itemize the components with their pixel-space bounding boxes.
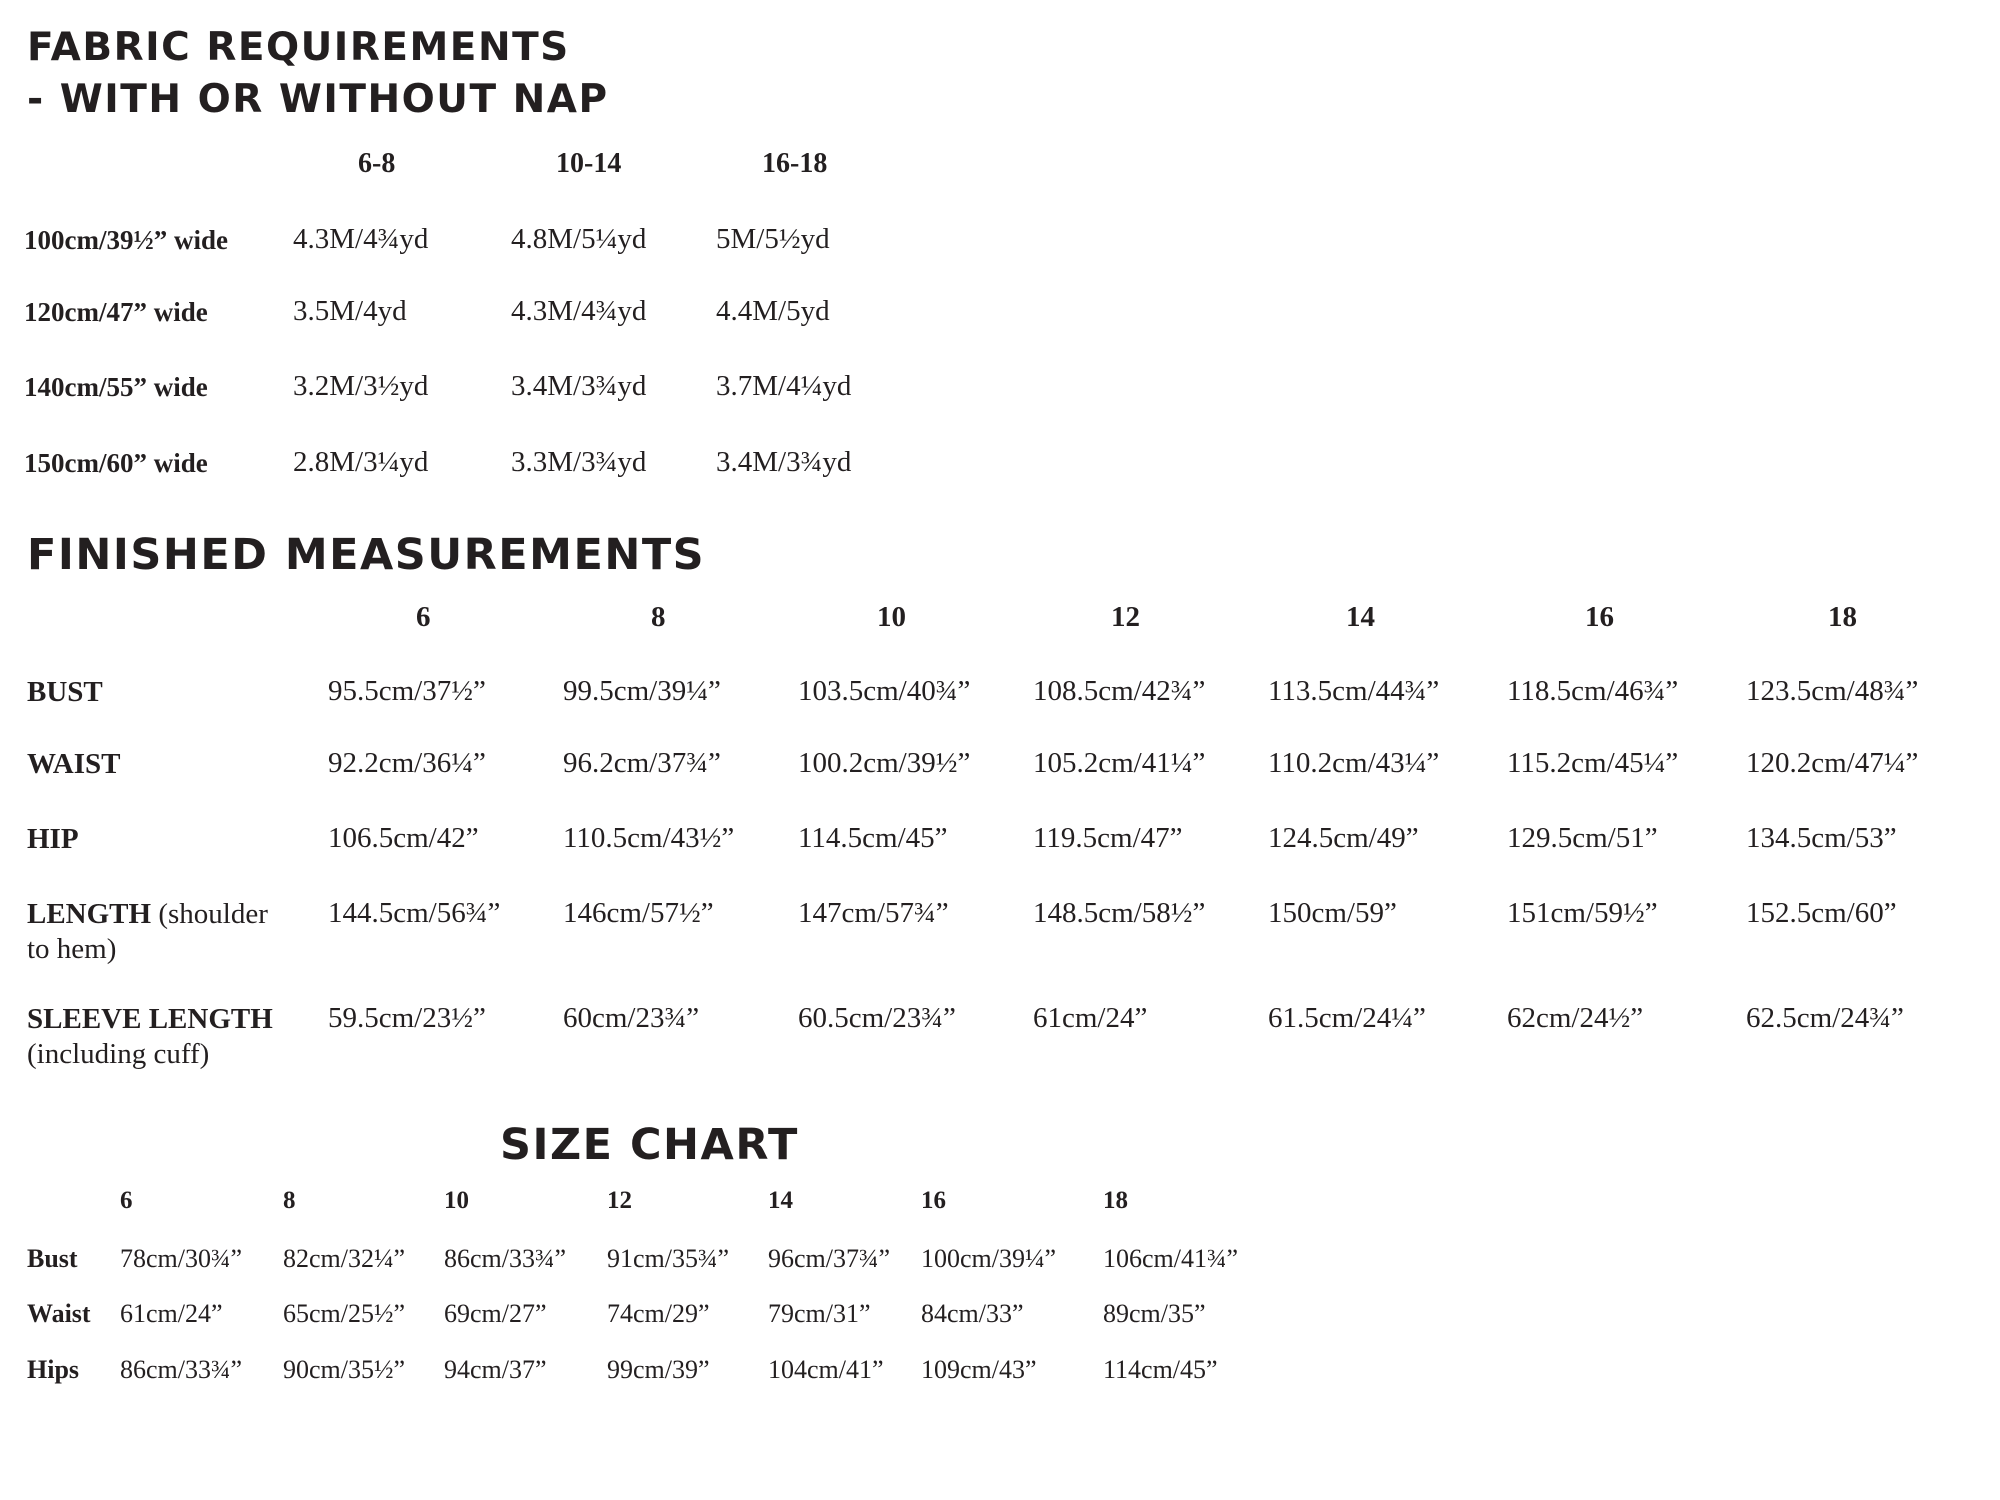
finished-row-label-main: HIP [27,823,79,855]
size-chart-cell: 82cm/32¼” [283,1244,406,1273]
finished-cell: 99.5cm/39¼” [563,675,721,707]
finished-cell: 118.5cm/46¾” [1507,675,1679,707]
finished-size-header: 6 [416,601,431,633]
fabric-cell: 3.4M/3¾yd [511,370,647,402]
fabric-title-line2: - WITH OR WITHOUT NAP [27,77,609,122]
size-chart-size-header: 12 [607,1187,632,1214]
size-chart-cell: 114cm/45” [1103,1355,1218,1384]
finished-cell: 134.5cm/53” [1746,822,1897,854]
fabric-cell: 4.3M/4¾yd [511,295,647,327]
size-chart-cell: 99cm/39” [607,1355,710,1384]
finished-cell: 59.5cm/23½” [328,1002,486,1034]
fabric-width-label: 150cm/60” wide [24,448,208,478]
fabric-cell: 3.3M/3¾yd [511,446,647,478]
fabric-width-label: 140cm/55” wide [24,372,208,402]
finished-cell: 146cm/57½” [563,897,714,929]
size-chart-cell: 109cm/43” [921,1355,1037,1384]
fabric-cell: 4.4M/5yd [716,295,830,327]
size-chart-title: SIZE CHART [500,1120,799,1170]
fabric-size-header: 6-8 [358,148,396,179]
size-chart-cell: 84cm/33” [921,1299,1024,1328]
finished-size-header: 18 [1828,601,1857,633]
size-chart-size-header: 14 [768,1187,793,1214]
size-chart-cell: 89cm/35” [1103,1299,1206,1328]
fabric-width-label: 120cm/47” wide [24,297,208,327]
fabric-cell: 3.4M/3¾yd [716,446,852,478]
finished-cell: 120.2cm/47¼” [1746,747,1919,779]
finished-cell: 151cm/59½” [1507,897,1658,929]
finished-cell: 148.5cm/58½” [1033,897,1206,929]
size-chart-row-label: Hips [27,1355,80,1384]
fabric-cell: 2.8M/3¼yd [293,446,429,478]
finished-title: FINISHED MEASUREMENTS [27,530,706,580]
size-chart-cell: 91cm/35¾” [607,1244,730,1273]
size-chart-cell: 74cm/29” [607,1299,710,1328]
finished-size-header: 16 [1585,601,1614,633]
finished-cell: 103.5cm/40¾” [798,675,971,707]
finished-row-label [27,822,79,857]
finished-cell: 106.5cm/42” [328,822,479,854]
fabric-width-label: 100cm/39½” wide [24,225,228,255]
finished-row-label [27,897,268,967]
finished-cell: 95.5cm/37½” [328,675,486,707]
fabric-cell: 4.3M/4¾yd [293,223,429,255]
finished-size-header: 10 [877,601,906,633]
fabric-size-header: 16-18 [762,148,828,179]
finished-cell: 62cm/24½” [1507,1002,1644,1034]
finished-cell: 115.2cm/45¼” [1507,747,1679,779]
size-chart-cell: 79cm/31” [768,1299,871,1328]
finished-cell: 108.5cm/42¾” [1033,675,1206,707]
size-chart-cell: 94cm/37” [444,1355,547,1384]
finished-cell: 60cm/23¾” [563,1002,700,1034]
size-chart-size-header: 18 [1103,1187,1128,1214]
finished-row-label-main: LENGTH [27,898,152,930]
size-chart-cell: 86cm/33¾” [120,1355,243,1384]
finished-row-label-main: WAIST [27,748,121,780]
size-chart-cell: 86cm/33¾” [444,1244,567,1273]
finished-cell: 119.5cm/47” [1033,822,1183,854]
fabric-cell: 3.5M/4yd [293,295,407,327]
size-chart-cell: 100cm/39¼” [921,1244,1057,1273]
finished-cell: 147cm/57¾” [798,897,949,929]
finished-row-label-main: SLEEVE LENGTH [27,1003,273,1035]
fabric-title [27,22,609,126]
size-chart-cell: 90cm/35½” [283,1355,406,1384]
size-chart-cell: 69cm/27” [444,1299,547,1328]
size-chart-cell: 106cm/41¾” [1103,1244,1239,1273]
finished-cell: 124.5cm/49” [1268,822,1419,854]
finished-cell: 114.5cm/45” [798,822,948,854]
finished-cell: 110.2cm/43¼” [1268,747,1440,779]
finished-cell: 60.5cm/23¾” [798,1002,956,1034]
finished-cell: 144.5cm/56¾” [328,897,501,929]
size-chart-cell: 78cm/30¾” [120,1244,243,1273]
finished-size-header: 12 [1111,601,1140,633]
size-chart-cell: 65cm/25½” [283,1299,406,1328]
finished-size-header: 8 [651,601,666,633]
fabric-cell: 4.8M/5¼yd [511,223,647,255]
fabric-size-header: 10-14 [556,148,622,179]
finished-row-label-note: (including cuff) [27,1038,210,1070]
fabric-cell: 3.2M/3½yd [293,370,429,402]
finished-size-header: 14 [1346,601,1375,633]
size-chart-size-header: 16 [921,1187,946,1214]
finished-cell: 105.2cm/41¼” [1033,747,1206,779]
size-chart-cell: 61cm/24” [120,1299,223,1328]
finished-cell: 62.5cm/24¾” [1746,1002,1904,1034]
finished-cell: 150cm/59” [1268,897,1397,929]
finished-row-label-note: (shoulder [151,898,268,930]
finished-cell: 100.2cm/39½” [798,747,971,779]
size-chart-row-label: Waist [27,1299,91,1328]
finished-cell: 92.2cm/36¼” [328,747,486,779]
finished-row-label [27,1002,273,1072]
finished-cell: 110.5cm/43½” [563,822,735,854]
fabric-cell: 5M/5½yd [716,223,830,255]
finished-cell: 96.2cm/37¾” [563,747,721,779]
finished-row-label [27,675,103,710]
finished-cell: 113.5cm/44¾” [1268,675,1440,707]
size-chart-row-label: Bust [27,1244,78,1273]
fabric-title-line1: FABRIC REQUIREMENTS [27,25,570,70]
finished-row-label-note: to hem) [27,933,117,965]
finished-cell: 152.5cm/60” [1746,897,1897,929]
size-chart-size-header: 10 [444,1187,469,1214]
size-chart-size-header: 6 [120,1187,133,1214]
finished-row-label-main: BUST [27,676,103,708]
finished-row-label [27,747,121,782]
finished-cell: 61cm/24” [1033,1002,1148,1034]
size-chart-cell: 96cm/37¾” [768,1244,891,1273]
finished-cell: 61.5cm/24¼” [1268,1002,1426,1034]
fabric-cell: 3.7M/4¼yd [716,370,852,402]
finished-cell: 123.5cm/48¾” [1746,675,1919,707]
size-chart-size-header: 8 [283,1187,296,1214]
size-chart-cell: 104cm/41” [768,1355,884,1384]
finished-cell: 129.5cm/51” [1507,822,1658,854]
